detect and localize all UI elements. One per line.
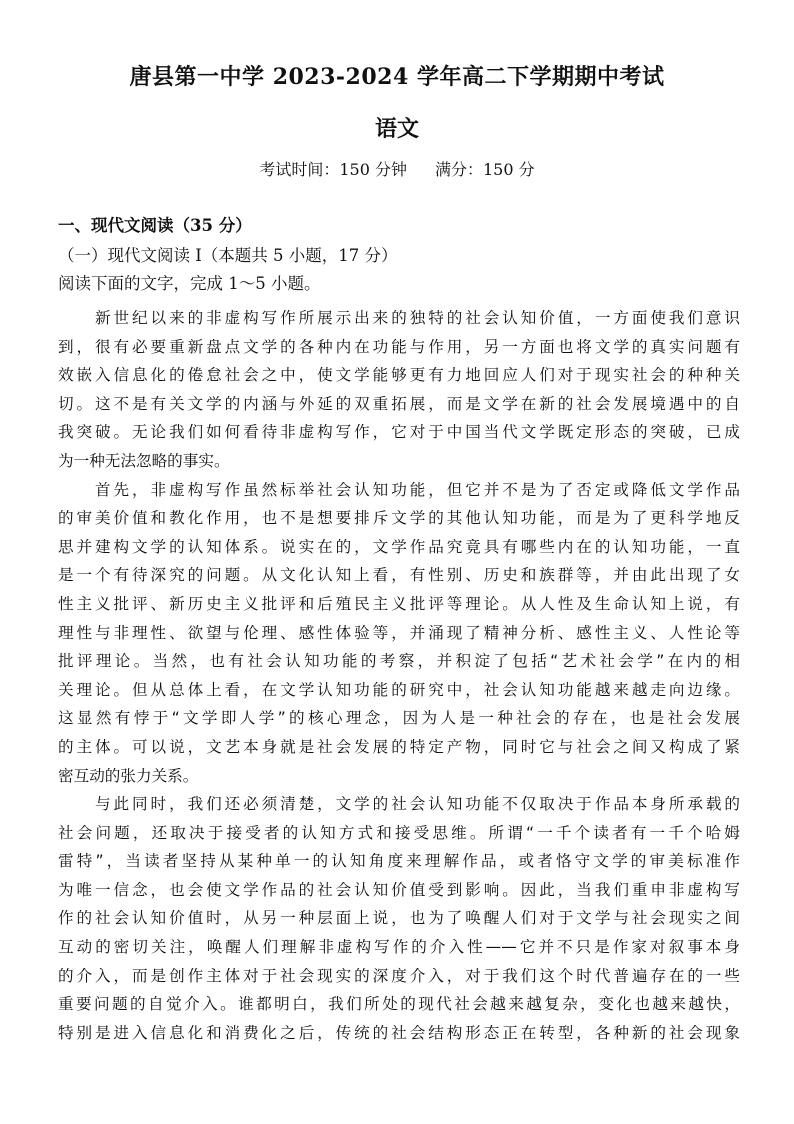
passage-line: 是一个有待深究的问题。从文化认知上看，有性别、历史和族群等，并由此出现了女: [58, 566, 740, 585]
passage-line: 这显然有悖于“文学即人学”的核心理念，因为人是一种社会的存在，也是社会发展: [58, 709, 740, 728]
subject-title: 语文: [374, 116, 419, 142]
exam-info: [0, 158, 794, 182]
passage-line: 首先，非虚构写作虽然标举社会认知功能，但它并不是为了否定或降低文学作品: [58, 480, 740, 499]
passage-line: 特别是进入信息化和消费化之后，传统的社会结构形态正在转型，各种新的社会现象: [58, 1023, 740, 1042]
passage-line: 为一种无法忽略的事实。: [58, 451, 230, 470]
passage-line: 理性与非理性、欲望与伦理、感性体验等，并涌现了精神分析、感性主义、人性论等: [58, 623, 740, 642]
passage-line: 新世纪以来的非虚构写作所展示出来的独特的社会认知价值，一方面使我们意识: [58, 309, 740, 327]
section-heading: 一、现代文阅读（35 分）: [58, 216, 252, 235]
reading-instruction: 阅读下面的文字，完成 1～5 小题。: [58, 274, 321, 293]
passage-line: 密互动的张力关系。: [58, 766, 199, 785]
passage-line: 雷特”，当读者坚持从某种单一的认知角度来理解作品，或者恪守文学的审美标准作: [58, 852, 740, 871]
passage-line: 的介入，而是创作主体对于社会现实的深度介入，对于我们这个时代普遍存在的一些: [58, 966, 740, 985]
reading-passage: [58, 304, 740, 1047]
passage-line: 思并建构文学的认知体系。说实在的，文学作品究竟具有哪些内在的认知功能，一直: [58, 537, 740, 556]
passage-line: 的主体。可以说，文艺本身就是社会发展的特定产物，同时它与社会之间又构成了紧: [58, 737, 740, 756]
exam-title: 唐县第一中学 2023-2024 学年高二下学期期中考试: [129, 64, 665, 90]
passage-line: 关理论。但从总体上看，在文学认知功能的研究中，社会认知功能越来越走向边缘。: [58, 680, 740, 699]
full-score: 满分：150 分: [435, 160, 535, 179]
exam-time: 考试时间：150 分钟: [259, 160, 407, 179]
passage-line: 作的社会认知价值时，从另一种层面上说，也为了唤醒人们对于文学与社会现实之间: [58, 909, 740, 928]
passage-line: 为唯一信念，也会使文学作品的社会认知价值受到影响。因此，当我们重申非虚构写: [58, 880, 740, 899]
passage-line: 切。这不是有关文学的内涵与外延的双重拓展，而是文学在新的社会发展境遇中的自: [58, 394, 740, 413]
passage-line: 社会问题，还取决于接受者的认知方式和接受思维。所谓“一千个读者有一千个哈姆: [58, 823, 740, 842]
passage-line: 与此同时，我们还必须清楚，文学的社会认知功能不仅取决于作品本身所承载的: [58, 795, 740, 814]
passage-line: 到，很有必要重新盘点文学的各种内在功能与作用，另一方面也将文学的真实问题有: [58, 337, 740, 356]
passage-line: 批评理论。当然，也有社会认知功能的考察，并积淀了包括“艺术社会学”在内的相: [58, 652, 740, 671]
passage-line: 重要问题的自觉介入。谁都明白，我们所处的现代社会越来越复杂，变化也越来越快，: [58, 995, 740, 1014]
passage-line: 互动的密切关注，唤醒人们理解非虚构写作的介入性——它并不只是作家对叙事本身: [58, 938, 740, 957]
passage-line: 我突破。无论我们如何看待非虚构写作，它对于中国当代文学既定形态的突破，已成: [58, 423, 740, 442]
passage-line: 效嵌入信息化的倦怠社会之中，使文学能够更有力地回应人们对于现实社会的种种关: [58, 366, 740, 385]
passage-line: 的审美价值和教化作用，也不是想要排斥文学的其他认知功能，而是为了更科学地反: [58, 509, 740, 528]
passage-line: 性主义批评、新历史主义批评和后殖民主义批评等理论。从人性及生命认知上说，有: [58, 594, 740, 613]
part-heading: （一）现代文阅读 I（本题共 5 小题，17 分）: [58, 246, 398, 265]
